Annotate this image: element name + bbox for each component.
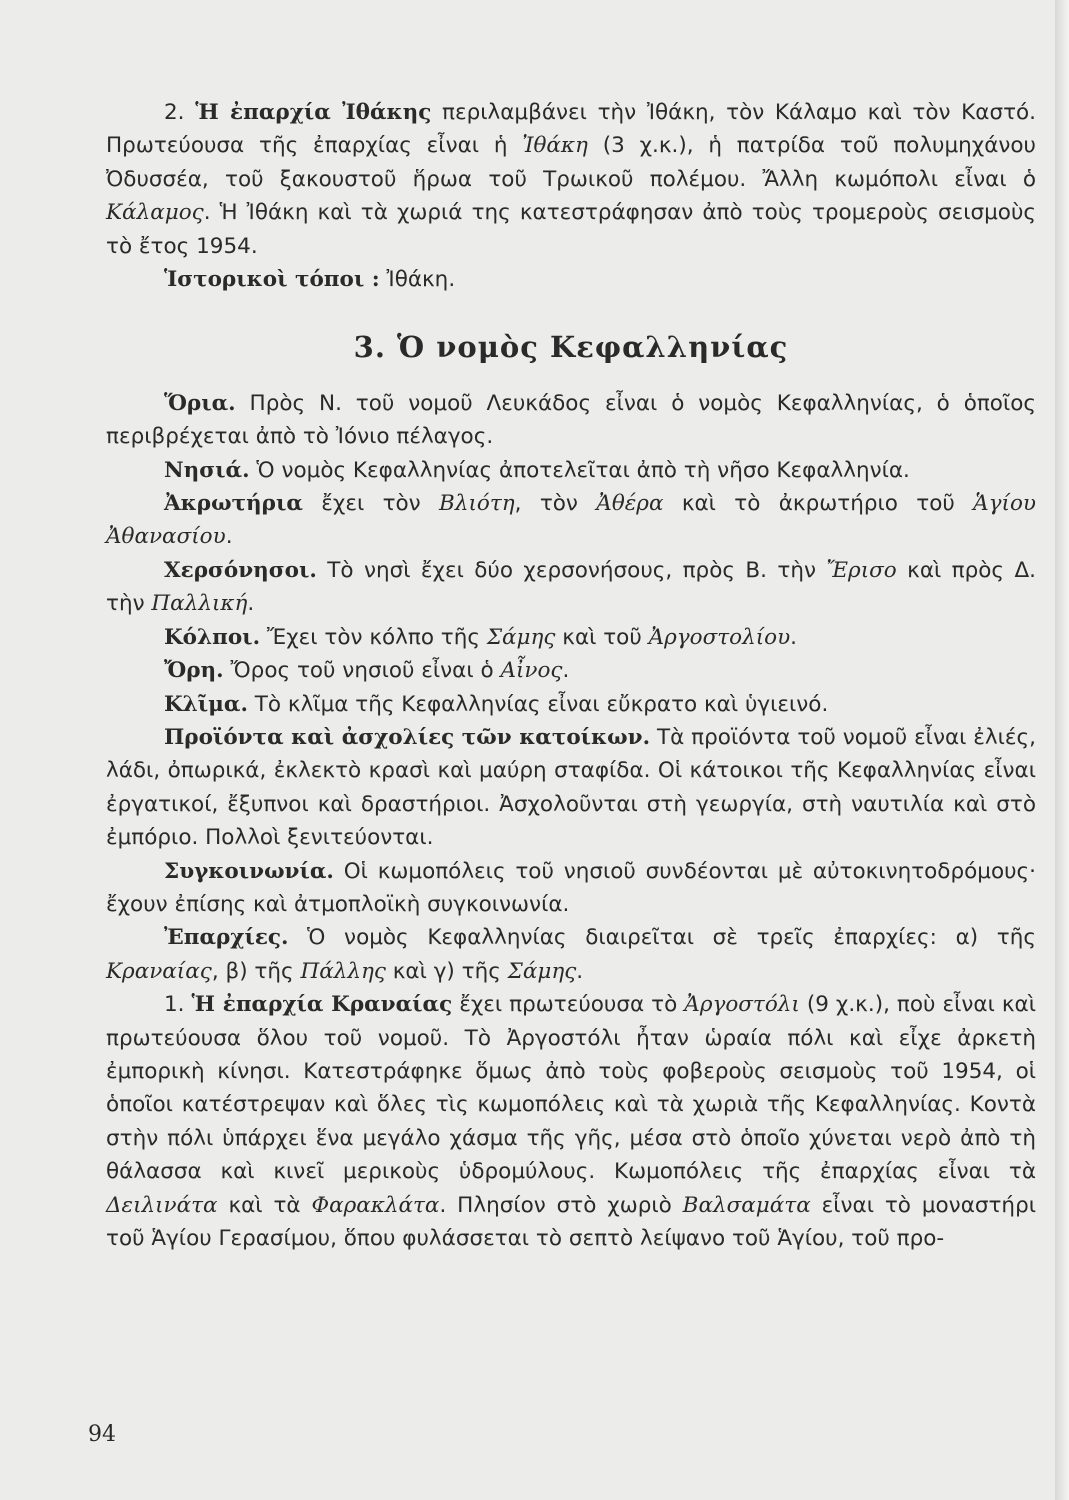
paragraph-text: .: [247, 591, 255, 617]
paragraph-text: , τὸν: [514, 491, 597, 517]
paragraph-label: Ἡ ἐπαρχία Κραναίας: [191, 992, 453, 1018]
place-name: Ἔρισο: [826, 557, 897, 583]
paragraph-text: .: [225, 524, 233, 550]
section-title: 3. Ὁ νομὸς Κεφαλληνίας: [353, 330, 789, 365]
paragraph-text: Τὰ προϊόντα τοῦ νομοῦ εἶναι ἐλιές, λάδι, ὀπωρικά, ἐκλεκτὸ κρασὶ καὶ μαύρη σταφίδα. Οἱ κάτοικοι τῆς Κεφαλληνίας εἶναι ἐργατικοί, ἔξυπνοι καὶ δραστήριοι. Ἀσχολοῦνται στὴ γεωργία, στὴ ναυτιλία καὶ στὸ ἐμπόριο. Πολλοὶ ξενιτεύονται.: [106, 724, 1036, 851]
paragraph-peninsulas: [106, 554, 1036, 621]
paragraph-historic-places: [106, 263, 1036, 296]
place-name: Βαλσαμάτα: [682, 1192, 811, 1218]
paragraph-label: Κλῖμα.: [164, 691, 248, 717]
paragraph-label: Συγκοινωνία.: [164, 858, 334, 884]
paragraph-text: .: [576, 958, 584, 984]
place-name: Αἶνος: [500, 658, 563, 684]
paragraph-text: Ὁ νομὸς Κεφαλληνίας ἀποτελεῖται ἀπὸ τὴ νῆσο Κεφαλληνία.: [249, 457, 910, 483]
paragraph-label: Ὄρη.: [164, 658, 224, 684]
paragraph-text: (3 χ.κ.), ἡ πατρίδα τοῦ πολυμηχάνου Ὀδυσσέα, τοῦ ξακουστοῦ ἥρωα τοῦ Τρωικοῦ πολέμου. Ἄλλη κωμόπολι εἶναι ὁ: [106, 133, 1036, 192]
paragraph-text: ἔχει πρωτεύουσα τὸ: [452, 992, 685, 1018]
page-text-block: [106, 96, 1036, 1255]
place-name: Σάμης: [507, 958, 577, 984]
paragraph-label: Ἱστορικοὶ τόποι :: [164, 267, 380, 293]
place-name: Ἀργοστόλι: [684, 992, 800, 1018]
paragraph-text: (9 χ.κ.), ποὺ εἶναι καὶ πρωτεύουσα ὅλου τοῦ νομοῦ. Τὸ Ἀργοστόλι ἦταν ὡραία πόλι καὶ εἶχε ἀρκετὴ ἐμπορικὴ κίνησι. Κατεστράφηκε ὅμως ἀπὸ τοὺς φοβεροὺς σεισμοὺς τοῦ 1954, οἱ ὁποῖοι κατέστρεψαν καὶ ὅλες τὶς κωμοπόλεις καὶ τὰ χωριὰ τῆς Κεφαλληνίας. Κοντὰ στὴν πόλι ὑπάρχει ἕνα μεγάλο χάσμα τῆς γῆς, μέσα στὸ ὁποῖο χύνεται νερὸ ἀπὸ τὴ θάλασσα καὶ κινεῖ μερικοὺς ὑδρομύλους. Κωμοπόλεις τῆς ἐπαρχίας εἶναι τὰ: [106, 992, 1036, 1185]
paragraph-label: Κόλποι.: [164, 624, 261, 650]
place-name: Ἀργοστολίου: [648, 624, 791, 650]
place-name: Σάμης: [486, 624, 556, 650]
place-name: Κάλαμος: [106, 200, 204, 226]
paragraph-label: Νησιά.: [164, 457, 250, 483]
paragraph-mountains: [106, 654, 1036, 687]
place-name: Φαρακλάτα: [311, 1192, 440, 1218]
paragraph-climate: [106, 688, 1036, 721]
paragraph-products: [106, 721, 1036, 855]
place-name: Κραναίας: [106, 958, 212, 984]
place-name: Βλιότη: [439, 491, 515, 517]
paragraph-text: Τὸ νησὶ ἔχει δύο χερσονήσους, πρὸς Β. τὴν: [316, 557, 827, 583]
paragraph-borders: [106, 387, 1036, 454]
paragraph-text: καὶ τὰ: [217, 1192, 312, 1218]
place-name: Ἀθέρα: [596, 491, 664, 517]
paragraph-text: Ἰθάκη.: [379, 267, 456, 293]
paragraph-text: . Πλησίον στὸ χωριὸ: [439, 1192, 683, 1218]
place-name: Δειλινάτα: [106, 1192, 218, 1218]
page-edge-shadow: [1055, 0, 1069, 1500]
paragraph-provinces: [106, 921, 1036, 988]
paragraph-text: Ὄρος τοῦ νησιοῦ εἶναι ὁ: [223, 658, 501, 684]
paragraph-text: Πρὸς Ν. τοῦ νομοῦ Λευκάδος εἶναι ὁ νομὸς Κεφαλληνίας, ὁ ὁποῖος περιβρέχεται ἀπὸ τὸ Ἰόνιο πέλαγος.: [106, 390, 1036, 450]
paragraph-label: Ἡ ἐπαρχία Ἰθάκης: [195, 100, 432, 125]
paragraph-text: Ἔχει τὸν κόλπο τῆς: [260, 624, 487, 650]
paragraph-ithaca-province: [106, 96, 1036, 263]
place-name: Πάλλης: [300, 958, 386, 984]
paragraph-capes: [106, 487, 1036, 554]
paragraph-text: καὶ τὸ ἀκρωτήριο τοῦ: [663, 491, 974, 517]
paragraph-number: 1.: [164, 992, 185, 1018]
paragraph-text: Τὸ κλῖμα τῆς Κεφαλληνίας εἶναι εὔκρατο καὶ ὑγιεινό.: [247, 691, 829, 717]
paragraph-text: περιλαμβάνει τὴν Ἰθάκη, τὸν Κάλαμο καὶ τὸν Καστό. Πρωτεύουσα τῆς ἐπαρχίας εἶναι ἡ: [106, 100, 1036, 159]
paragraph-number: 2.: [164, 100, 185, 125]
paragraph-text: εἶναι τὸ μοναστήρι τοῦ Ἁγίου Γερασίμου, ὅπου φυλάσσεται τὸ σεπτὸ λείψανο τοῦ Ἁγίου, τοῦ προ-: [106, 1192, 1036, 1251]
paragraph-islands: [106, 454, 1036, 487]
paragraph-label: Προϊόντα καὶ ἀσχολίες τῶν κατοίκων.: [164, 724, 651, 750]
place-name: Παλλική: [151, 591, 248, 617]
paragraph-text: ἔχει τὸν: [302, 491, 440, 517]
paragraph-text: καὶ γ) τῆς: [385, 958, 508, 984]
place-name: Ἁγίου Ἀθανασίου: [106, 491, 1036, 550]
page-number: 94: [88, 1422, 116, 1447]
paragraph-label: Ἐπαρχίες.: [164, 925, 289, 951]
paragraph-gulfs: [106, 621, 1036, 654]
place-name: Ἰθάκη: [522, 133, 588, 159]
paragraph-text: .: [790, 624, 798, 650]
paragraph-text: , β) τῆς: [211, 958, 301, 984]
paragraph-label: Ὅρια.: [164, 390, 236, 416]
paragraph-text: . Ἡ Ἰθάκη καὶ τὰ χωριά της κατεστράφησαν ἀπὸ τοὺς τρομεροὺς σεισμοὺς τὸ ἔτος 1954.: [106, 200, 1036, 259]
paragraph-label: Ἀκρωτήρια: [164, 491, 303, 517]
paragraph-text: Οἱ κωμοπόλεις τοῦ νησιοῦ συνδέονται μὲ αὐτοκινητοδρόμους· ἔχουν ἐπίσης καὶ ἀτμοπλοϊκὴ συγκοινωνία.: [106, 858, 1036, 917]
paragraph-text: καὶ πρὸς Δ. τὴν: [106, 557, 1037, 617]
paragraph-text: .: [562, 658, 570, 684]
paragraph-text: Ὁ νομὸς Κεφαλληνίας διαιρεῖται σὲ τρεῖς ἐπαρχίες: α) τῆς: [288, 925, 1036, 951]
paragraph-text: καὶ τοῦ: [555, 624, 649, 650]
paragraph-label: Χερσόνησοι.: [164, 557, 317, 583]
paragraph-kranaia-province: [106, 988, 1036, 1255]
paragraph-transport: [106, 855, 1036, 922]
